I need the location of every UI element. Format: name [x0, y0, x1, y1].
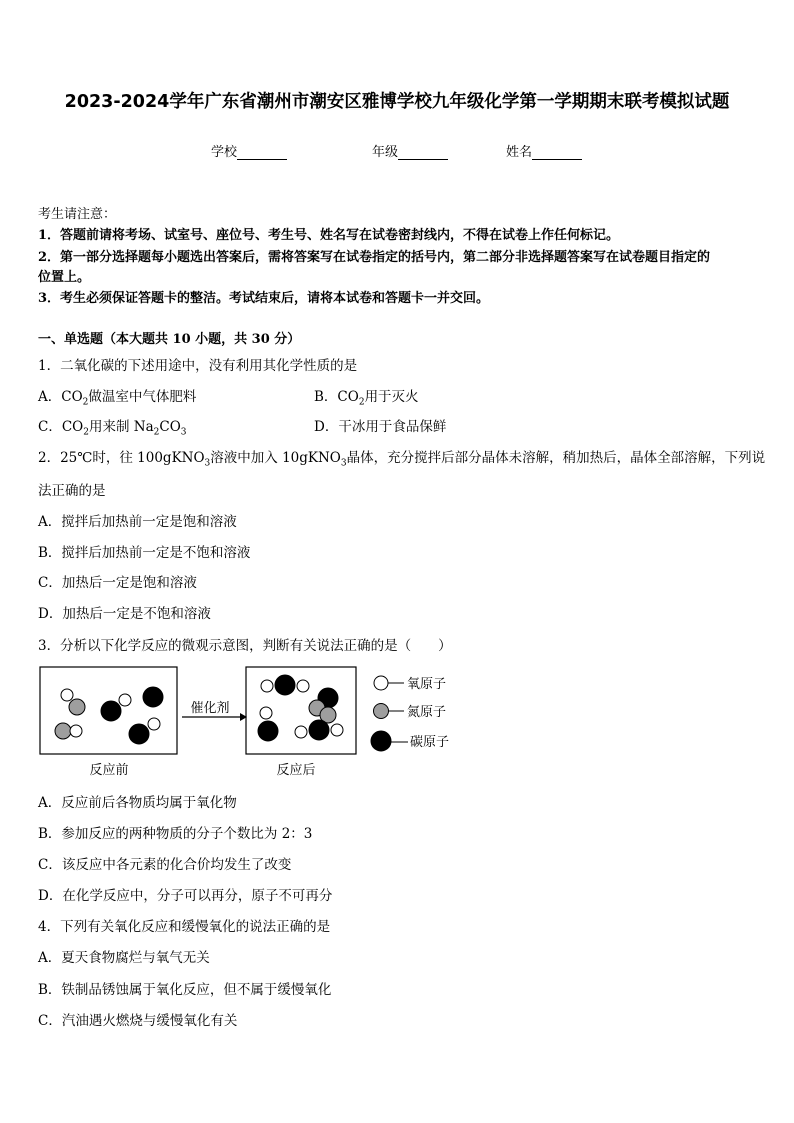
legend-nitrogen-label: 氮原子	[407, 705, 447, 720]
question-stem: 3．分析以下化学反应的微观示意图，判断有关说法正确的是（ ）	[38, 638, 452, 654]
option-a: A．夏天食物腐烂与氧气无关	[38, 950, 210, 966]
option-c: C．汽油遇火燃烧与缓慢氧化有关	[38, 1013, 238, 1029]
oxygen-atom	[331, 724, 343, 736]
arrow-head	[240, 713, 247, 721]
school-label: 学校	[211, 145, 238, 160]
oxygen-atom	[61, 689, 73, 701]
option-a: A．反应前后各物质均属于氧化物	[38, 795, 237, 811]
option-d: D．在化学反应中，分子可以再分，原子不可再分	[38, 888, 333, 904]
option-b: B．搅拌后加热前一定是不饱和溶液	[38, 545, 251, 561]
oxygen-atom	[148, 718, 160, 730]
option-a: A．搅拌后加热前一定是饱和溶液	[38, 514, 237, 530]
oxygen-atom	[70, 725, 82, 737]
carbon-atom	[129, 724, 149, 744]
legend-oxygen-label: 氧原子	[407, 677, 447, 692]
nitrogen-atom	[309, 700, 325, 716]
before-label: 反应前	[89, 763, 129, 778]
oxygen-atom	[260, 707, 272, 719]
after-box	[246, 667, 356, 754]
notice-item: 2．第一部分选择题每小题选出答案后，需将答案写在试卷指定的括号内，第二部分非选择题答案写在试卷题目指定的	[38, 250, 711, 265]
nitrogen-atom	[320, 707, 336, 723]
exam-title: 2023-2024学年广东省潮州市潮安区雅博学校九年级化学第一学期期末联考模拟试题	[64, 92, 730, 112]
option-c: C．加热后一定是饱和溶液	[38, 575, 197, 591]
question-stem-cont: 法正确的是	[38, 483, 106, 499]
notice-item: 3．考生必须保证答题卡的整洁。考试结束后，请将本试卷和答题卡一并交回。	[38, 291, 490, 306]
question-stem: 4．下列有关氧化反应和缓慢氧化的说法正确的是	[38, 919, 331, 935]
option-a: A．$CO_2$做温室中气体肥料	[38, 389, 197, 408]
notice-item: 位置上。	[38, 270, 91, 285]
oxygen-atom	[297, 680, 309, 692]
legend-nitrogen-atom	[374, 704, 389, 719]
option-d: D．干冰用于食品保鲜	[314, 419, 447, 435]
notice-heading: 考生请注意：	[38, 207, 117, 222]
section-heading: 一、单选题（本大题共 10 小题，共 30 分）	[38, 332, 301, 347]
name-field	[506, 141, 582, 160]
question-stem: 1．二氧化碳的下述用途中，没有利用其化学性质的是	[38, 358, 358, 374]
legend-carbon-atom	[371, 731, 391, 751]
grade-field	[372, 141, 448, 160]
nitrogen-atom	[69, 699, 85, 715]
oxygen-atom	[295, 726, 307, 738]
option-c: C．$CO_2$用来制 $Na_2CO_3$	[38, 419, 187, 438]
grade-label: 年级	[372, 145, 399, 160]
name-blank	[532, 145, 582, 160]
carbon-atom	[258, 721, 278, 741]
after-label: 反应后	[276, 763, 316, 778]
option-c: C．该反应中各元素的化合价均发生了改变	[38, 857, 292, 873]
carbon-atom	[318, 688, 338, 708]
option-d: D．加热后一定是不饱和溶液	[38, 606, 211, 622]
oxygen-atom	[119, 694, 131, 706]
legend-carbon-label: 碳原子	[410, 735, 450, 750]
nitrogen-atom	[55, 723, 71, 739]
catalyst-label: 催化剂	[190, 701, 230, 716]
school-field	[211, 141, 287, 160]
question-stem: 2．25℃时，往 100gKNO$_3$溶液中加入 10gKNO$_3$晶体，充分搅拌后部分晶体未溶解，稍加热后，晶体全部溶解，下列说	[38, 450, 766, 469]
carbon-atom	[101, 701, 121, 721]
school-blank	[237, 145, 287, 160]
carbon-atom	[143, 687, 163, 707]
legend-oxygen-atom	[374, 676, 388, 690]
oxygen-atom	[261, 680, 273, 692]
option-b: B．铁制品锈蚀属于氧化反应，但不属于缓慢氧化	[38, 982, 332, 998]
before-box	[40, 667, 177, 754]
carbon-atom	[309, 720, 329, 740]
name-label: 姓名	[506, 145, 533, 160]
notice-item: 1．答题前请将考场、试室号、座位号、考生号、姓名写在试卷密封线内，不得在试卷上作任何标记。	[38, 228, 620, 243]
carbon-atom	[275, 675, 295, 695]
grade-blank	[398, 145, 448, 160]
option-b: B．$CO_2$用于灭火	[314, 389, 419, 408]
option-b: B．参加反应的两种物质的分子个数比为 2：3	[38, 826, 313, 842]
